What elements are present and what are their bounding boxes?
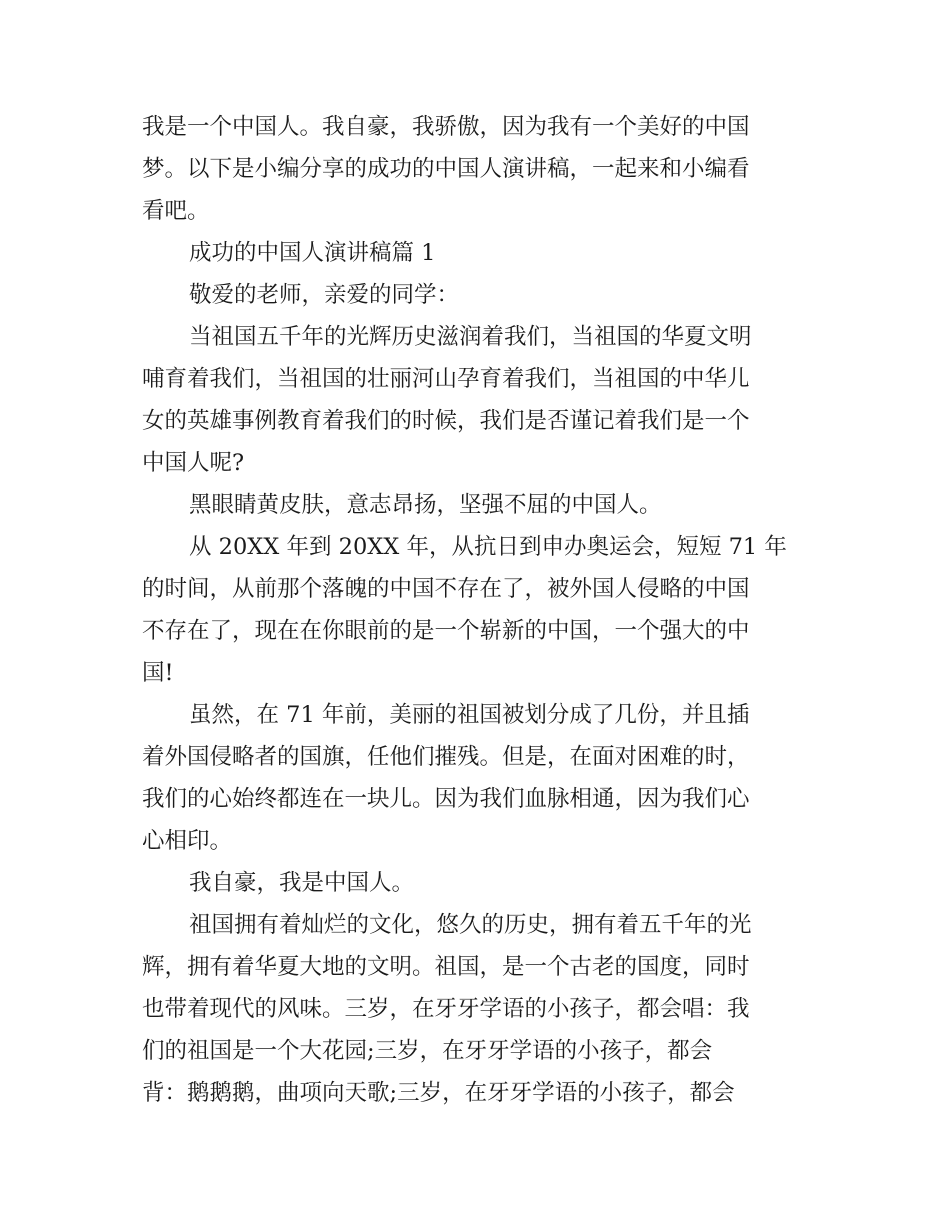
text-line: 不存在了，现在在你眼前的是一个崭新的中国，一个强大的中 [142,618,750,644]
salutation: 敬爱的老师，亲爱的同学： [189,282,460,308]
text-line: 梦。以下是小编分享的成功的中国人演讲稿，一起来和小编看 [142,156,750,182]
text-line: 我是一个中国人。我自豪，我骄傲，因为我有一个美好的中国 [142,114,750,140]
text-line: 黑眼睛黄皮肤，意志昂扬，坚强不屈的中国人。 [189,492,662,518]
text-line: 看吧。 [142,198,210,224]
text-line: 的时间，从前那个落魄的中国不存在了，被外国人侵略的中国 [142,576,750,602]
text-line: 虽然，在 71 年前，美丽的祖国被划分成了几份，并且插 [189,702,750,728]
text-line: 也带着现代的风味。三岁，在牙牙学语的小孩子，都会唱：我 [142,996,750,1022]
text-line: 着外国侵略者的国旗，任他们摧残。但是，在面对困难的时， [142,744,750,770]
text-line: 我们的心始终都连在一块儿。因为我们血脉相通，因为我们心 [142,786,750,812]
text-line: 祖国拥有着灿烂的文化，悠久的历史，拥有着五千年的光 [189,912,752,938]
text-line: 辉，拥有着华夏大地的文明。祖国，是一个古老的国度，同时 [142,954,750,980]
text-line: 当祖国五千年的光辉历史滋润着我们，当祖国的华夏文明 [189,324,752,350]
text-line: 们的祖国是一个大花园;三岁，在牙牙学语的小孩子，都会 [142,1038,713,1064]
document-body [142,106,812,1114]
text-line: 哺育着我们，当祖国的壮丽河山孕育着我们，当祖国的中华儿 [142,366,750,392]
text-line: 心相印。 [142,828,233,854]
text-line: 国! [142,660,174,686]
text-line: 女的英雄事例教育着我们的时候，我们是否谨记着我们是一个 [142,408,750,434]
text-line: 背：鹅鹅鹅，曲项向天歌;三岁，在牙牙学语的小孩子，都会 [142,1080,735,1106]
text-line: 我自豪，我是中国人。 [189,870,415,896]
section-heading: 成功的中国人演讲稿篇 1 [189,240,436,266]
text-line: 中国人呢? [142,450,245,476]
text-line: 从 20XX 年到 20XX 年，从抗日到申办奥运会，短短 71 年 [189,534,787,560]
